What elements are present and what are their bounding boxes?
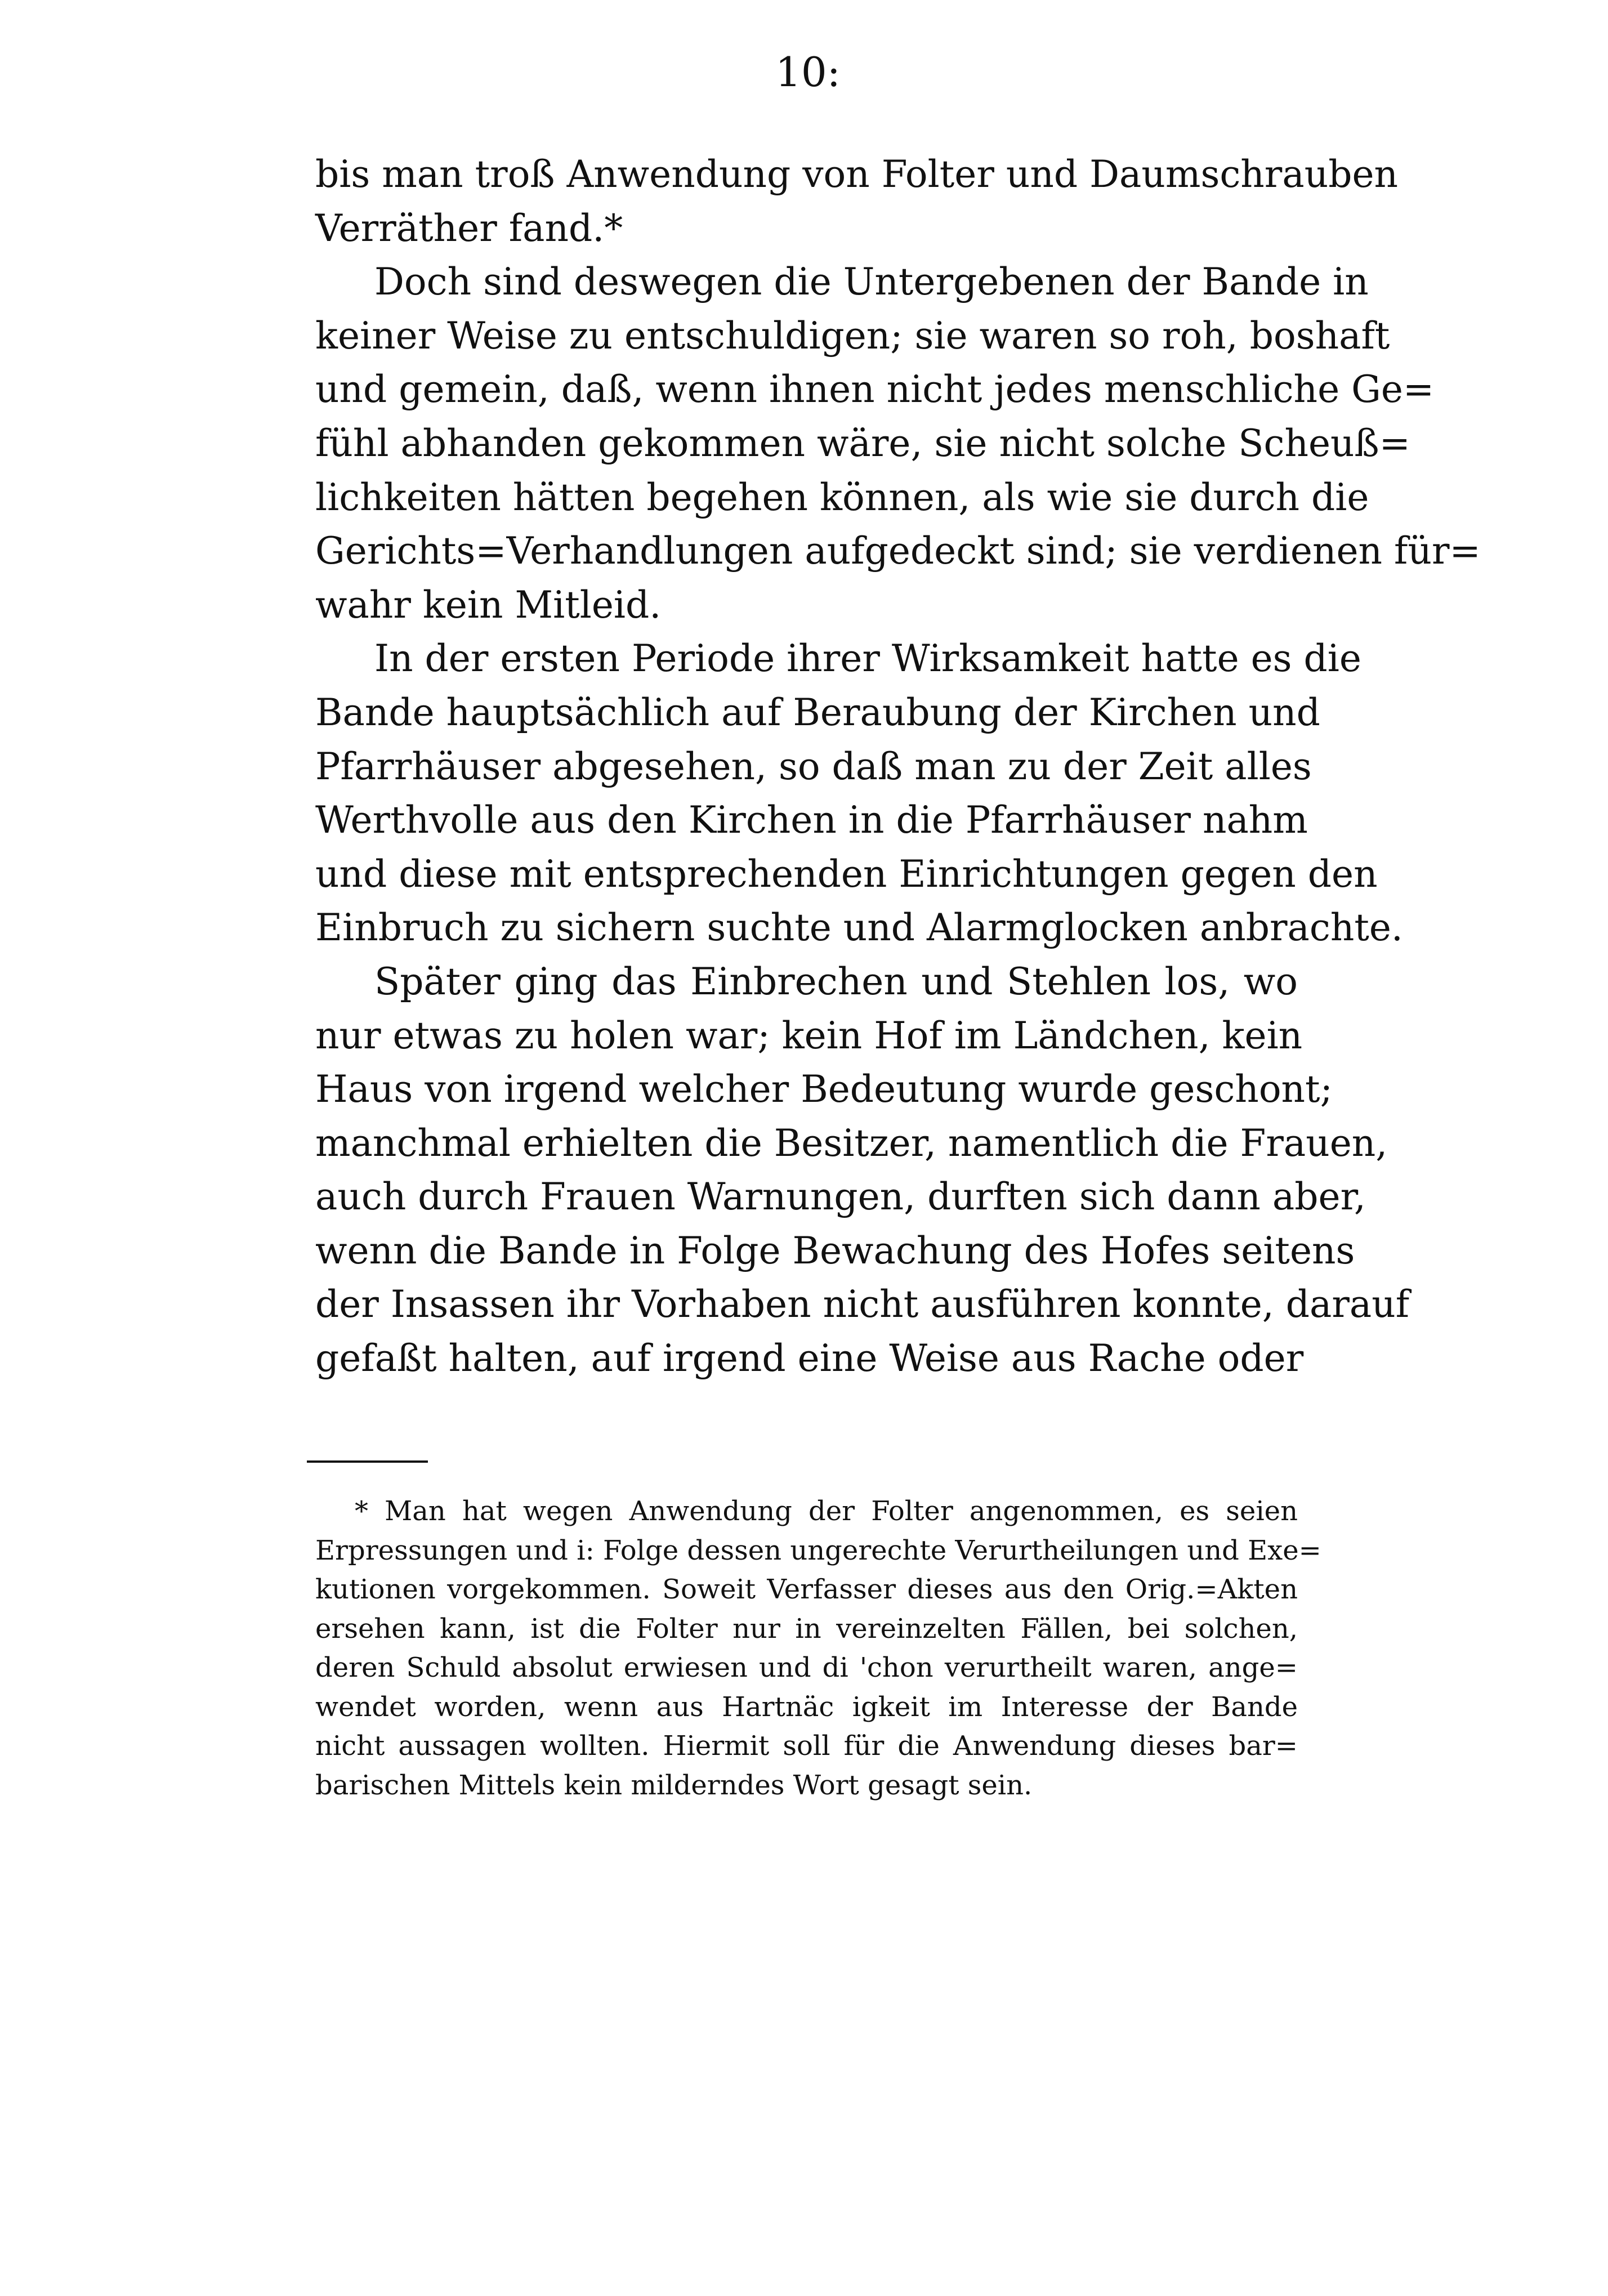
text-line: Später ging das Einbrechen und Stehlen los, wo [374, 959, 1298, 1003]
text-line: Haus von irgend welcher Bedeutung wurde geschont; [315, 1067, 1333, 1111]
text-line: Werthvolle aus den Kirchen in die Pfarrhäuser nahm [315, 798, 1308, 842]
text-line: Verräther fand.* [315, 206, 623, 250]
body-text [315, 148, 1481, 1386]
text-line: In der ersten Periode ihrer Wirksamkeit hatte es die [374, 637, 1361, 681]
footnote-line: barischen Mittels kein milderndes Wort gesagt sein. [315, 1769, 1033, 1801]
text-line: und gemein, daß, wenn ihnen nicht jedes menschliche Ge= [315, 368, 1435, 412]
footnote-line: wendet worden, wenn aus Hartnäc igkeit im Interesse der Bande [315, 1691, 1298, 1723]
text-line: manchmal erhielten die Besitzer, namentlich die Frauen, [315, 1121, 1388, 1165]
text-line: wenn die Bande in Folge Bewachung des Hofes seitens [315, 1229, 1355, 1272]
text-line: bis man troß Anwendung von Folter und Daumschrauben [315, 153, 1399, 196]
footnote-line: Erpressungen und i: Folge dessen ungerechte Verurtheilungen und Exe= [315, 1534, 1321, 1566]
text-line: Pfarrhäuser abgesehen, so daß man zu der Zeit alles [315, 744, 1312, 788]
footnote-line: nicht aussagen wollten. Hiermit soll für die Anwendung dieses bar= [315, 1730, 1298, 1762]
page-number: 10: [775, 48, 841, 96]
footnote-line: ersehen kann, ist die Folter nur in vereinzelten Fällen, bei solchen, [315, 1612, 1298, 1645]
text-line: Einbruch zu sichern suchte und Alarmglocken anbrachte. [315, 906, 1403, 950]
text-line: Doch sind deswegen die Untergebenen der Bande in [374, 260, 1369, 304]
text-line: der Insassen ihr Vorhaben nicht ausführen konnte, darauf [315, 1283, 1410, 1326]
text-line: nur etwas zu holen war; kein Hof im Ländchen, kein [315, 1013, 1303, 1057]
footnote-line: deren Schuld absolut erwiesen und di 'chon verurtheilt waren, ange= [315, 1652, 1298, 1683]
text-line: gefaßt halten, auf irgend eine Weise aus Rache oder [315, 1337, 1304, 1381]
footnote [315, 1492, 1321, 1805]
text-line: keiner Weise zu entschuldigen; sie waren so roh, boshaft [315, 314, 1390, 358]
footnote-divider [307, 1460, 428, 1463]
text-line: Gerichts=Verhandlungen aufgedeckt sind; sie verdienen für= [315, 529, 1481, 573]
footnote-line: * Man hat wegen Anwendung der Folter angenommen, es seien [355, 1495, 1298, 1527]
footnote-line: kutionen vorgekommen. Soweit Verfasser dieses aus den Orig.=Akten [315, 1574, 1298, 1605]
text-line: auch durch Frauen Warnungen, durften sich dann aber, [315, 1175, 1366, 1219]
text-line: wahr kein Mitleid. [315, 583, 662, 627]
text-line: Bande hauptsächlich auf Beraubung der Kirchen und [315, 690, 1320, 734]
text-line: und diese mit entsprechenden Einrichtungen gegen den [315, 852, 1378, 896]
text-line: lichkeiten hätten begehen können, als wie sie durch die [315, 475, 1369, 519]
text-line: fühl abhanden gekommen wäre, sie nicht solche Scheuß= [315, 421, 1410, 465]
